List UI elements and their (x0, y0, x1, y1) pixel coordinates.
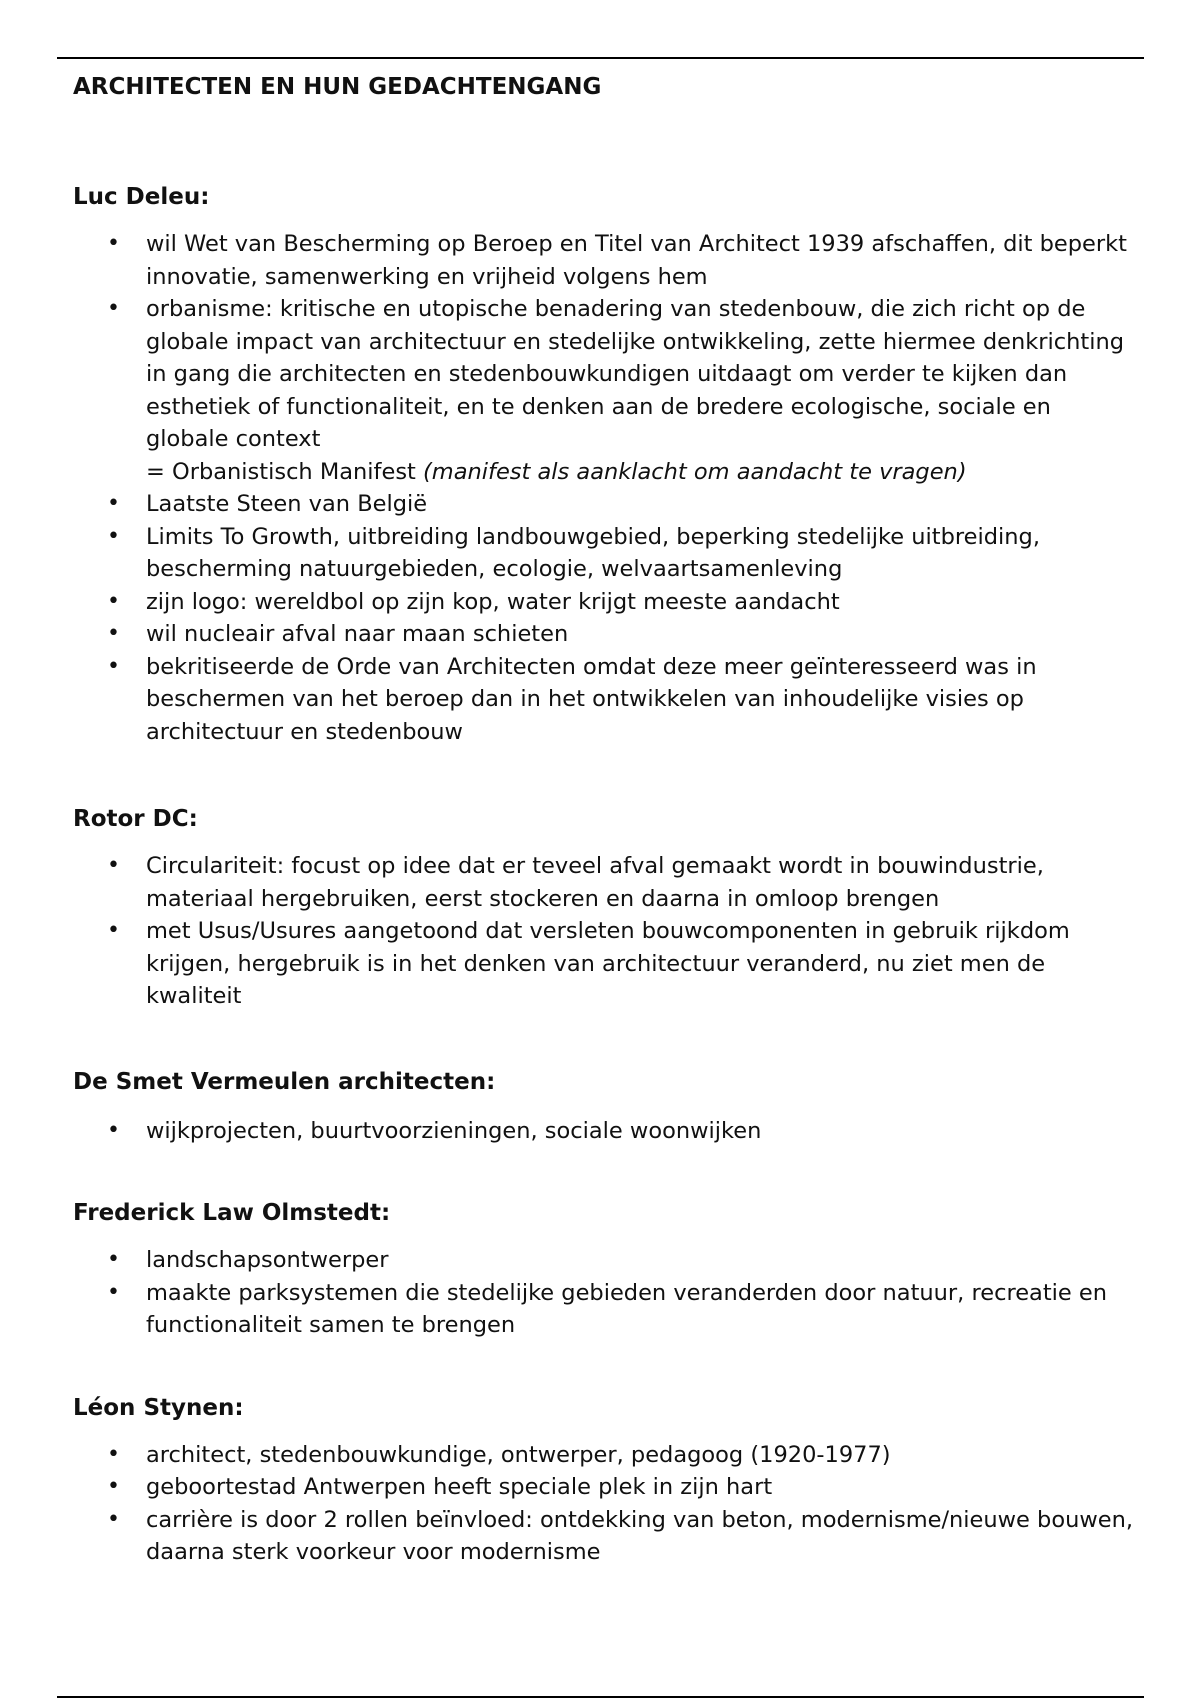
list-item-text: Laatste Steen van België (146, 491, 428, 517)
list-item (73, 1244, 1133, 1277)
list-item-text: maakte parksystemen die stedelijke gebieden veranderden door natuur, recreatie en functionaliteit samen te brengen (146, 1279, 1108, 1338)
list-item (73, 1115, 1133, 1148)
list-item (73, 488, 1133, 521)
document-body (73, 72, 1133, 1569)
list-item-text: wil nucleair afval naar maan schieten (146, 621, 569, 647)
list-item-text: wil Wet van Bescherming op Beroep en Titel van Architect 1939 afschaffen, dit beperkt innovatie, samenwerking en vrijheid volgens hem (146, 231, 1128, 290)
bullet-list-frederick-law-olmstedt (73, 1244, 1133, 1342)
document-title: ARCHITECTEN EN HUN GEDACHTENGANG (73, 74, 602, 100)
list-item-text: Circulariteit: focust op idee dat er teveel afval gemaakt wordt in bouwindustrie, materiaal hergebruiken, eerst stockeren en daarna in omloop brengen (146, 853, 1044, 912)
list-item (73, 228, 1133, 293)
list-item-text: Limits To Growth, uitbreiding landbouwgebied, beperking stedelijke uitbreiding, bescherming natuurgebieden, ecologie, welvaartsamenleving (146, 523, 1040, 582)
list-item-text: geboortestad Antwerpen heeft speciale plek in zijn hart (146, 1474, 773, 1500)
list-item-text: carrière is door 2 rollen beïnvloed: ontdekking van beton, modernisme/nieuwe bouwen, daarna sterk voorkeur voor modernisme (146, 1506, 1134, 1565)
bullet-list-leon-stynen (73, 1439, 1133, 1569)
list-item (73, 651, 1133, 749)
list-item (73, 915, 1133, 1013)
section-heading-frederick-law-olmstedt: Frederick Law Olmstedt: (73, 1200, 391, 1226)
list-item-text: wijkprojecten, buurtvoorzieningen, sociale woonwijken (146, 1117, 762, 1144)
section-heading-de-smet-vermeulen: De Smet Vermeulen architecten: (73, 1068, 496, 1095)
list-item-text: orbanisme: kritische en utopische benadering van stedenbouw, die zich richt op de globale impact van architectuur en stedelijke ontwikkeling, zette hiermee denkrichting in gang die architecten en stedenbouwkundigen uitdaagt om verder te kijken dan esthetiek of functionaliteit, en te denken aan de bredere ecologische, sociale en globale context (146, 296, 1125, 452)
bullet-list-de-smet-vermeulen (73, 1115, 1133, 1148)
list-item-text: bekritiseerde de Orde van Architecten omdat deze meer geïnteresseerd was in beschermen van het beroep dan in het ontwikkelen van inhoudelijke visies op architectuur en stedenbouw (146, 653, 1037, 745)
list-item (73, 1439, 1133, 1472)
top-rule (57, 57, 1144, 59)
list-item-text: architect, stedenbouwkundige, ontwerper, pedagoog (1920-1977) (146, 1441, 891, 1468)
list-item (73, 293, 1133, 488)
section-heading-leon-stynen: Léon Stynen: (73, 1394, 244, 1421)
manifest-note: (manifest als aanklacht om aandacht te vragen) (423, 458, 967, 485)
manifest-line: = Orbanistisch Manifest (146, 458, 416, 485)
list-item (73, 1277, 1133, 1342)
list-item-text: zijn logo: wereldbol op zijn kop, water krijgt meeste aandacht (146, 588, 840, 615)
list-item-text: landschapsontwerper (146, 1247, 389, 1273)
list-item (73, 1504, 1133, 1569)
list-item (73, 521, 1133, 586)
list-item (73, 850, 1133, 915)
bullet-list-rotor-dc (73, 850, 1133, 1013)
bullet-list-luc-deleu (73, 228, 1133, 748)
section-heading-luc-deleu: Luc Deleu: (73, 184, 210, 210)
list-item (73, 1471, 1133, 1504)
list-item (73, 586, 1133, 619)
list-item (73, 618, 1133, 651)
section-heading-rotor-dc: Rotor DC: (73, 806, 198, 832)
bottom-rule (57, 1696, 1144, 1698)
list-item-text: met Usus/Usures aangetoond dat versleten bouwcomponenten in gebruik rijkdom krijgen, hergebruik is in het denken van architectuur veranderd, nu ziet men de kwaliteit (146, 918, 1070, 1009)
